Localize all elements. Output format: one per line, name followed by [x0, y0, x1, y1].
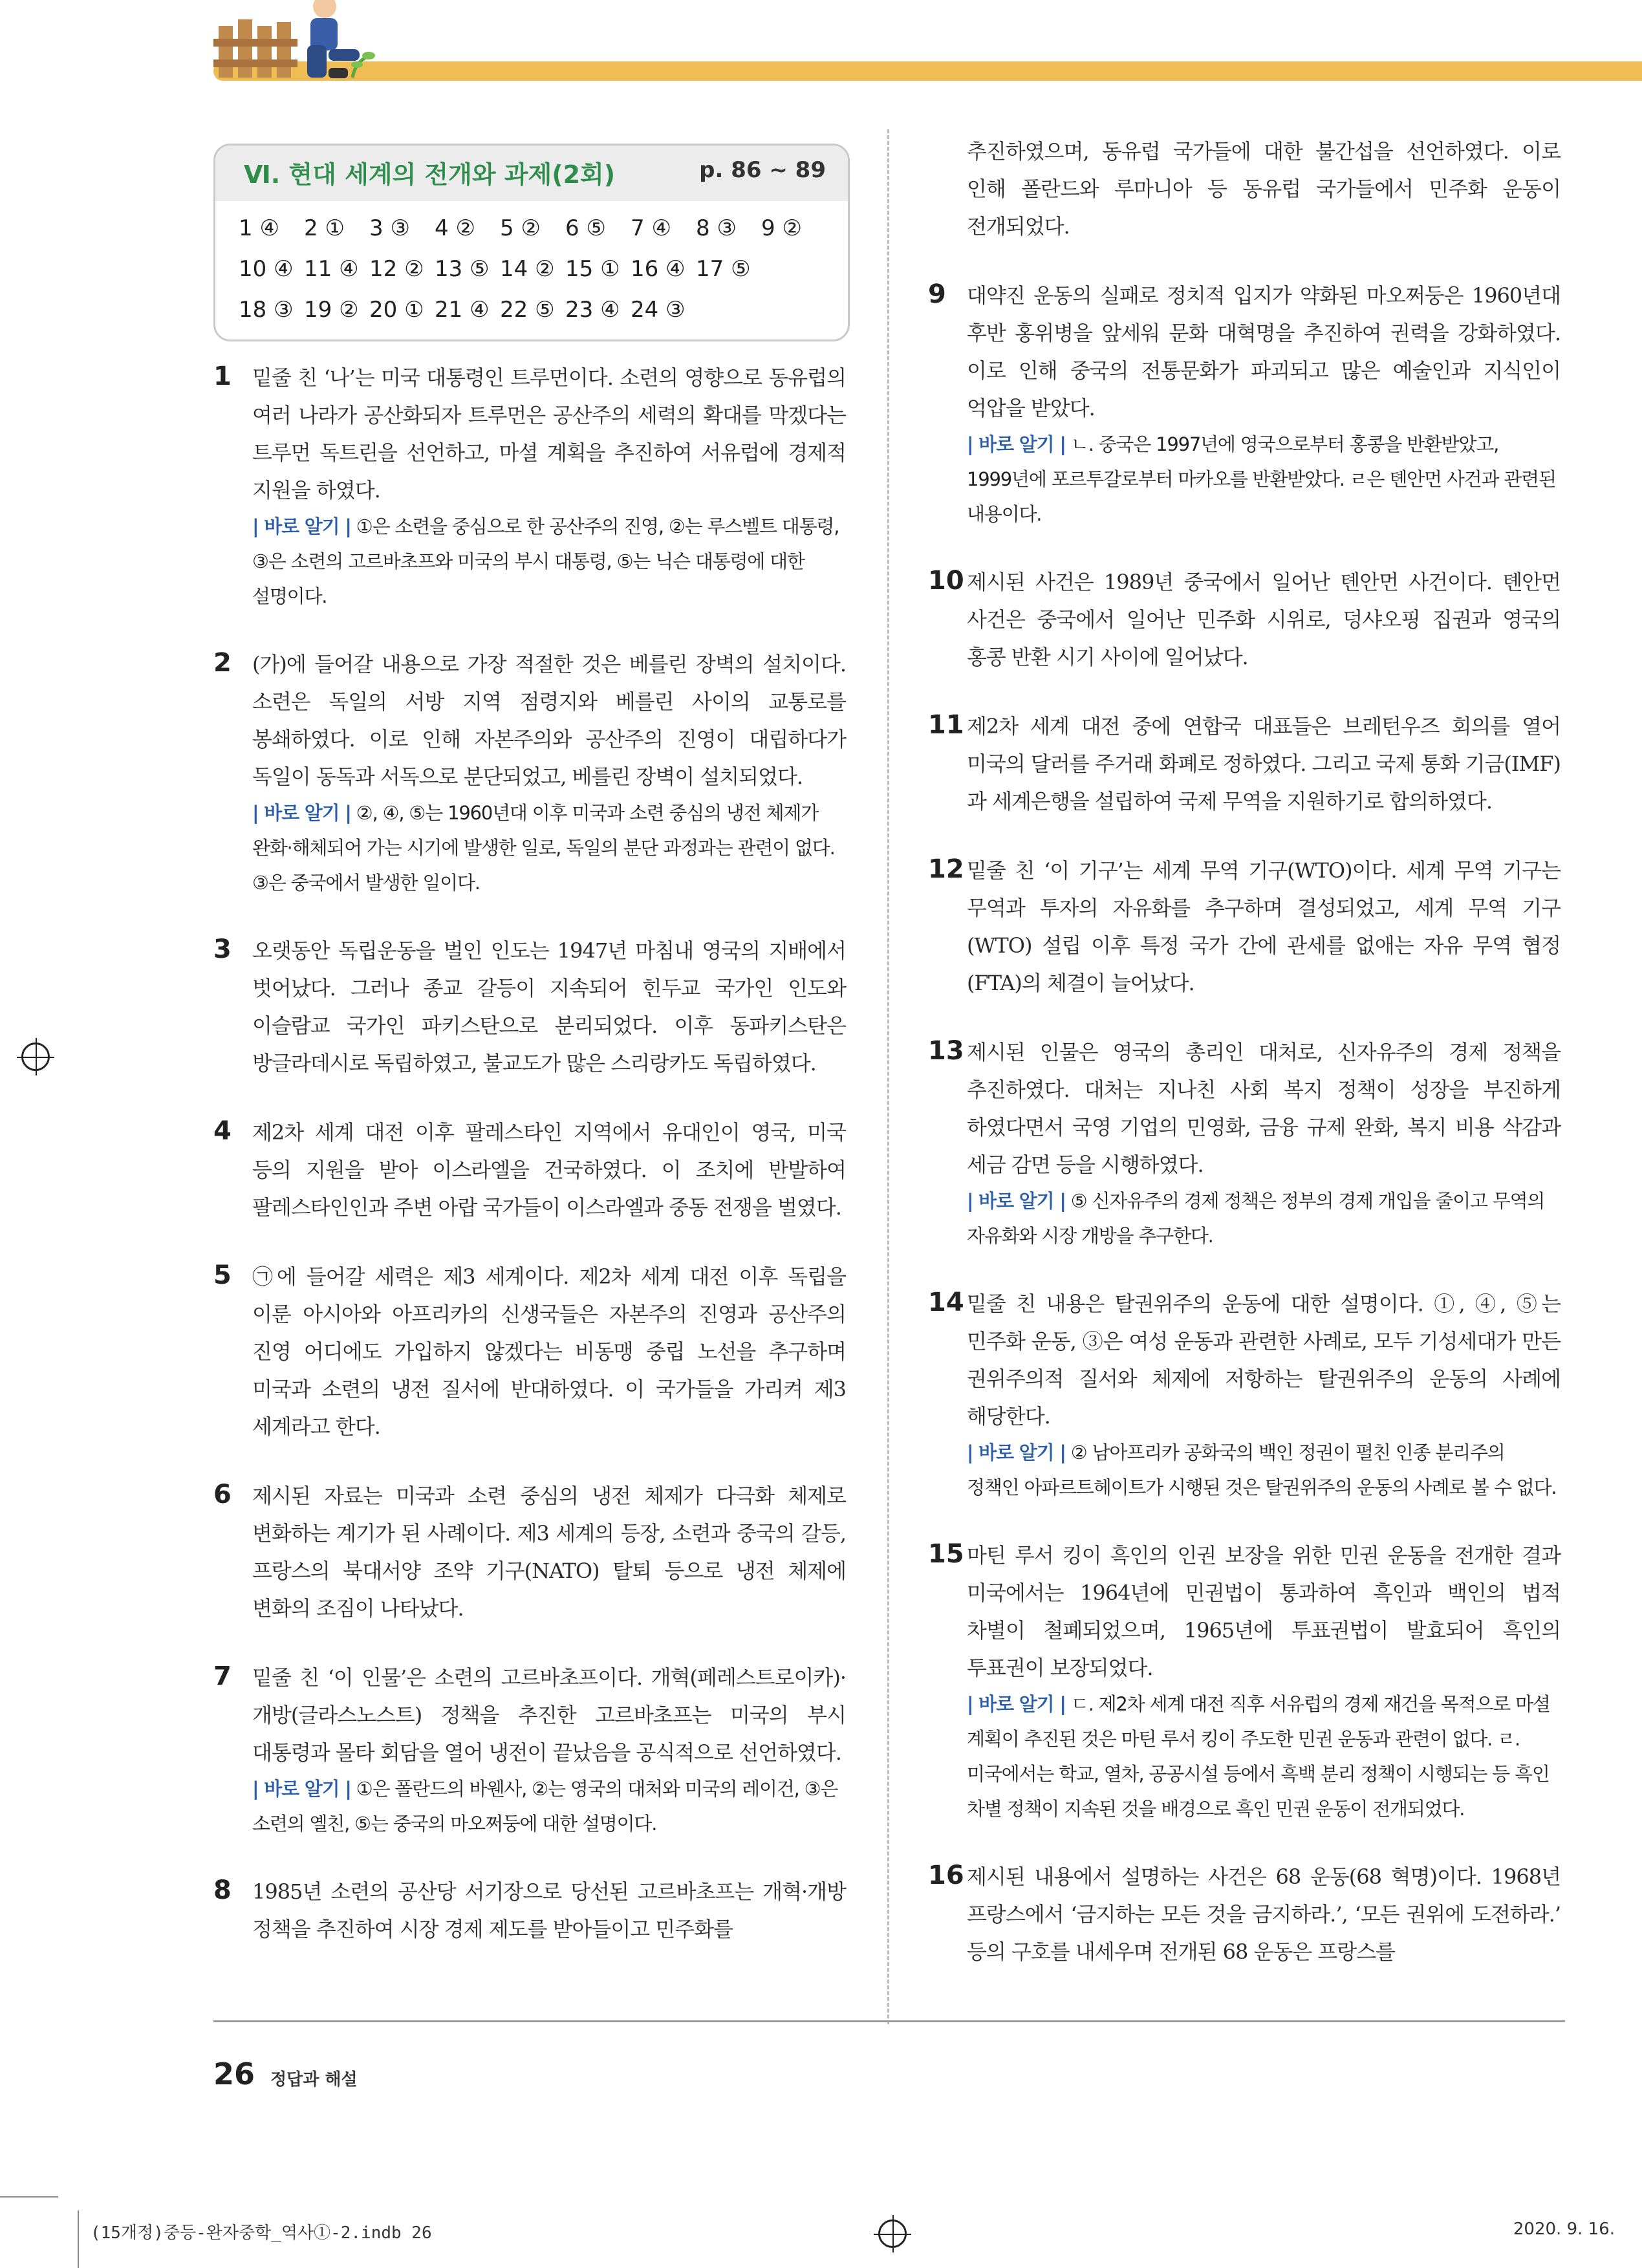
- explanation-item: [213, 645, 846, 900]
- note-text: ①은 소련을 중심으로 한 공산주의 진영, ②는 루스벨트 대통령, ③은 소련의 고르바초프와 미국의 부시 대통령, ⑤는 닉슨 대통령에 대한 설명이다.: [252, 515, 839, 607]
- answer-grid: [239, 208, 837, 330]
- item-text: 제2차 세계 대전 중에 연합국 대표들은 브레턴우즈 회의를 열어 미국의 달러를 주거래 화폐로 정하였다. 그리고 국제 통화 기금(IMF)과 세계은행을 설립하여 국제 무역을 지원하기로 합의하였다.: [967, 714, 1561, 814]
- item-text: 제시된 자료는 미국과 소련 중심의 냉전 체제가 다극화 체제로 변화하는 계기가 된 사례이다. 제3 세계의 등장, 소련과 중국의 갈등, 프랑스의 북대서양 조약 기구(NATO) 탈퇴 등으로 냉전 체제에 변화의 조짐이 나타났다.: [252, 1484, 846, 1621]
- explanation-item: [213, 359, 846, 614]
- explanation-item: [928, 707, 1561, 820]
- correction-note: [252, 509, 846, 614]
- answer-cell: 12 ②: [369, 255, 424, 282]
- item-text: 밑줄 친 ‘나’는 미국 대통령인 트루먼이다. 소련의 영향으로 동유럽의 여러 나라가 공산화되자 트루먼은 공산주의 세력의 확대를 막겠다는 트루먼 독트린을 선언하고, 마셜 계획을 추진하여 서유럽에 경제적 지원을 하였다.: [252, 365, 846, 502]
- item-text: ㉠에 들어갈 세력은 제3 세계이다. 제2차 세계 대전 이후 독립을 이룬 아시아와 아프리카의 신생국들은 자본주의 진영과 공산주의 진영 어디에도 가입하지 않겠다는 비동맹 중립 노선을 추구하며 미국과 소련의 냉전 질서에 반대하였다. 이 국가들을 가리켜 제3 세계라고 한다.: [252, 1264, 846, 1439]
- note-label: | 바로 알기 |: [967, 433, 1066, 455]
- correction-note: [252, 1771, 846, 1841]
- item-text: 밑줄 친 ‘이 인물’은 소련의 고르바초프이다. 개혁(페레스트로이카)·개방(글라스노스트) 정책을 추진한 고르바초프는 미국의 부시 대통령과 몰타 회담을 열어 냉전이 끝났음을 공식적으로 선언하였다.: [252, 1665, 846, 1765]
- item-text: 제시된 인물은 영국의 총리인 대처로, 신자유주의 경제 정책을 추진하였다. 대처는 지나친 사회 복지 정책이 성장을 부진하게 하였다면서 국영 기업의 민영화, 금융 규제 완화, 복지 비용 삭감과 세금 감면 등을 시행하였다.: [967, 1040, 1561, 1177]
- answer-cell: 8 ③: [696, 215, 737, 241]
- registration-mark-icon: [21, 1042, 50, 1071]
- item-number: 4: [213, 1116, 232, 1146]
- explanation-item: [928, 1285, 1561, 1505]
- answer-cell: 3 ③: [369, 215, 410, 241]
- item-number: 2: [213, 648, 232, 678]
- item-number: 3: [213, 934, 232, 964]
- crop-mark: [78, 2210, 79, 2268]
- item-number: 1: [213, 362, 232, 391]
- item-text: 오랫동안 독립운동을 벌인 인도는 1947년 마침내 영국의 지배에서 벗어났다. 그러나 종교 갈등이 지속되어 힌두교 국가인 인도와 이슬람교 국가인 파키스탄으로 분리되었다. 이후 동파키스탄은 방글라데시로 독립하였고, 불교도가 많은 스리랑카도 독립하였다.: [252, 938, 846, 1075]
- item-number: 9: [928, 279, 946, 309]
- explanation-item: [928, 563, 1561, 676]
- answer-cell: 10 ④: [239, 255, 294, 282]
- item-text: 밑줄 친 내용은 탈권위주의 운동에 대한 설명이다. ①, ④, ⑤는 민주화 운동, ③은 여성 운동과 관련한 사례로, 모두 기성세대가 만든 권위주의적 질서와 체제에 저항하는 탈권위주의 운동의 사례에 해당한다.: [967, 1291, 1561, 1429]
- explanation-item: [928, 1537, 1561, 1826]
- item-number: 15: [928, 1539, 964, 1569]
- registration-mark-icon: [878, 2219, 907, 2248]
- item-number: 12: [928, 854, 964, 884]
- continued-text: [928, 133, 1561, 245]
- note-text: ㄷ. 제2차 세계 대전 직후 서유럽의 경제 재건을 목적으로 마셜 계획이 추진된 것은 마틴 루서 킹이 주도한 민권 운동과 관련이 없다. ㄹ. 미국에서는 학교, 열차, 공공시설 등에서 흑백 분리 정책이 시행되는 등 흑인 차별 정책이 지속된 것을 배경으로 흑인 민권 운동이 전개되었다.: [967, 1693, 1550, 1820]
- item-text: 마틴 루서 킹이 흑인의 인권 보장을 위한 민권 운동을 전개한 결과 미국에서는 1964년에 민권법이 통과하여 흑인과 백인의 법적 차별이 철폐되었으며, 1965년에 투표권법이 발효되어 흑인의 투표권이 보장되었다.: [967, 1543, 1561, 1680]
- note-text: ①은 폴란드의 바웬사, ②는 영국의 대처와 미국의 레이건, ③은 소련의 옐친, ⑤는 중국의 마오쩌둥에 대한 설명이다.: [252, 1778, 838, 1835]
- answer-cell: 16 ④: [631, 255, 686, 282]
- explanation-item: [213, 1114, 846, 1226]
- item-number: 5: [213, 1260, 232, 1290]
- crop-mark: [0, 2196, 58, 2198]
- explanation-item: [213, 932, 846, 1082]
- slug-date: 2020. 9. 16.: [1513, 2219, 1615, 2239]
- gardener-illustration: [213, 0, 375, 87]
- answer-row: [239, 208, 837, 248]
- answer-cell: 22 ⑤: [500, 296, 555, 323]
- item-text: 제시된 사건은 1989년 중국에서 일어난 톈안먼 사건이다. 톈안먼 사건은 중국에서 일어난 민주화 시위로, 덩샤오핑 집권과 영국의 홍콩 반환 시기 사이에 일어났다.: [967, 570, 1561, 669]
- explanation-item: [928, 1033, 1561, 1253]
- item-text: 추진하였으며, 동유럽 국가들에 대한 불간섭을 선언하였다. 이로 인해 폴란드와 루마니아 등 동유럽 국가들에서 민주화 운동이 전개되었다.: [967, 139, 1561, 239]
- explanation-item: [928, 852, 1561, 1002]
- item-number: 14: [928, 1288, 964, 1317]
- note-label: | 바로 알기 |: [252, 802, 351, 824]
- item-number: 8: [213, 1875, 232, 1905]
- item-text: 제2차 세계 대전 이후 팔레스타인 지역에서 유대인이 영국, 미국 등의 지원을 받아 이스라엘을 건국하였다. 이 조치에 반발하여 팔레스타인인과 주변 아랍 국가들이 이스라엘과 중동 전쟁을 벌였다.: [252, 1120, 846, 1220]
- answer-cell: 19 ②: [304, 296, 359, 323]
- item-number: 6: [213, 1480, 232, 1509]
- explanation-item: [213, 1477, 846, 1627]
- answer-cell: 20 ①: [369, 296, 424, 323]
- answer-cell: 23 ④: [565, 296, 620, 323]
- page-range: p. 86 ~ 89: [699, 157, 826, 183]
- answer-cell: 6 ⑤: [565, 215, 606, 241]
- right-column: [928, 133, 1561, 2002]
- explanation-item: [928, 1858, 1561, 1971]
- footer-rule: [213, 2020, 1565, 2022]
- answer-row: [239, 289, 837, 330]
- item-number: 11: [928, 710, 964, 740]
- page-number: 26: [213, 2057, 255, 2091]
- note-label: | 바로 알기 |: [967, 1442, 1066, 1463]
- explanation-item: [928, 277, 1561, 532]
- header-bar: [213, 61, 1642, 81]
- answer-cell: 21 ④: [435, 296, 490, 323]
- answer-cell: 4 ②: [435, 215, 475, 241]
- footer-label: 정답과 해설: [270, 2070, 358, 2090]
- note-label: | 바로 알기 |: [252, 515, 351, 537]
- answer-row: [239, 248, 837, 289]
- note-label: | 바로 알기 |: [967, 1190, 1066, 1212]
- slug-filename: (15개정)중등-완자중학_역사①-2.indb 26: [91, 2223, 432, 2243]
- item-number: 7: [213, 1661, 232, 1691]
- answer-key-header: [215, 146, 848, 201]
- explanation-item: [213, 1873, 846, 1948]
- item-number: 13: [928, 1036, 964, 1066]
- answer-cell: 11 ④: [304, 255, 359, 282]
- answer-cell: 7 ④: [631, 215, 671, 241]
- item-text: 대약진 운동의 실패로 정치적 입지가 약화된 마오쩌둥은 1960년대 후반 홍위병을 앞세워 문화 대혁명을 추진하여 권력을 강화하였다. 이로 인해 중국의 전통문화가 파괴되고 많은 예술인과 지식인이 억압을 받았다.: [967, 283, 1561, 420]
- column-divider: [887, 129, 889, 2024]
- answer-cell: 17 ⑤: [696, 255, 751, 282]
- answer-cell: 9 ②: [761, 215, 802, 241]
- answer-cell: 1 ④: [239, 215, 279, 241]
- answer-cell: 5 ②: [500, 215, 541, 241]
- item-text: (가)에 들어갈 내용으로 가장 적절한 것은 베를린 장벽의 설치이다. 소련은 독일의 서방 지역 점령지와 베를린 사이의 교통로를 봉쇄하였다. 이로 인해 자본주의와 공산주의 진영이 대립하다가 독일이 동독과 서독으로 분단되었고, 베를린 장벽이 설치되었다.: [252, 652, 846, 789]
- answer-cell: 24 ③: [631, 296, 686, 323]
- item-text: 제시된 내용에서 설명하는 사건은 68 운동(68 혁명)이다. 1968년 프랑스에서 ‘금지하는 모든 것을 금지하라.’, ‘모든 권위에 도전하라.’ 등의 구호를 내세우며 전개된 68 운동은 프랑스를: [967, 1864, 1561, 1964]
- answer-cell: 18 ③: [239, 296, 294, 323]
- unit-title: Ⅵ. 현대 세계의 전개와 과제(2회): [244, 160, 616, 189]
- note-text: ⑤ 신자유주의 경제 정책은 정부의 경제 개입을 줄이고 무역의 자유화와 시장 개방을 추구한다.: [967, 1190, 1545, 1247]
- item-text: 밑줄 친 ‘이 기구’는 세계 무역 기구(WTO)이다. 세계 무역 기구는 무역과 투자의 자유화를 추구하며 결성되었고, 세계 무역 기구(WTO) 설립 이후 특정 국가 간에 관세를 없애는 자유 무역 협정(FTA)의 체결이 늘어났다.: [967, 858, 1561, 995]
- correction-note: [967, 1687, 1561, 1826]
- answer-cell: 15 ①: [565, 255, 620, 282]
- explanation-item: [213, 1659, 846, 1841]
- correction-note: [967, 427, 1561, 532]
- correction-note: [252, 795, 846, 900]
- note-label: | 바로 알기 |: [967, 1693, 1066, 1715]
- explanation-item: [213, 1258, 846, 1445]
- answer-cell: 13 ⑤: [435, 255, 490, 282]
- item-number: 10: [928, 566, 964, 596]
- answer-key-box: [213, 144, 850, 341]
- note-label: | 바로 알기 |: [252, 1778, 351, 1800]
- correction-note: [967, 1435, 1561, 1505]
- correction-note: [967, 1183, 1561, 1253]
- left-column: [213, 359, 846, 1980]
- item-text: 1985년 소련의 공산당 서기장으로 당선된 고르바초프는 개혁·개방 정책을 추진하여 시장 경제 제도를 받아들이고 민주화를: [252, 1879, 846, 1941]
- answer-cell: 2 ①: [304, 215, 345, 241]
- note-text: ② 남아프리카 공화국의 백인 정권이 펼친 인종 분리주의 정책인 아파르트헤이트가 시행된 것은 탈권위주의 운동의 사례로 볼 수 없다.: [967, 1442, 1557, 1498]
- note-text: ②, ④, ⑤는 1960년대 이후 미국과 소련 중심의 냉전 체제가 완화·해체되어 가는 시기에 발생한 일로, 독일의 분단 과정과는 관련이 없다. ③은 중국에서 발생한 일이다.: [252, 802, 835, 894]
- item-number: 16: [928, 1861, 964, 1890]
- answer-cell: 14 ②: [500, 255, 555, 282]
- note-text: ㄴ. 중국은 1997년에 영국으로부터 홍콩을 반환받았고, 1999년에 포르투갈로부터 마카오를 반환받았다. ㄹ은 톈안먼 사건과 관련된 내용이다.: [967, 433, 1556, 525]
